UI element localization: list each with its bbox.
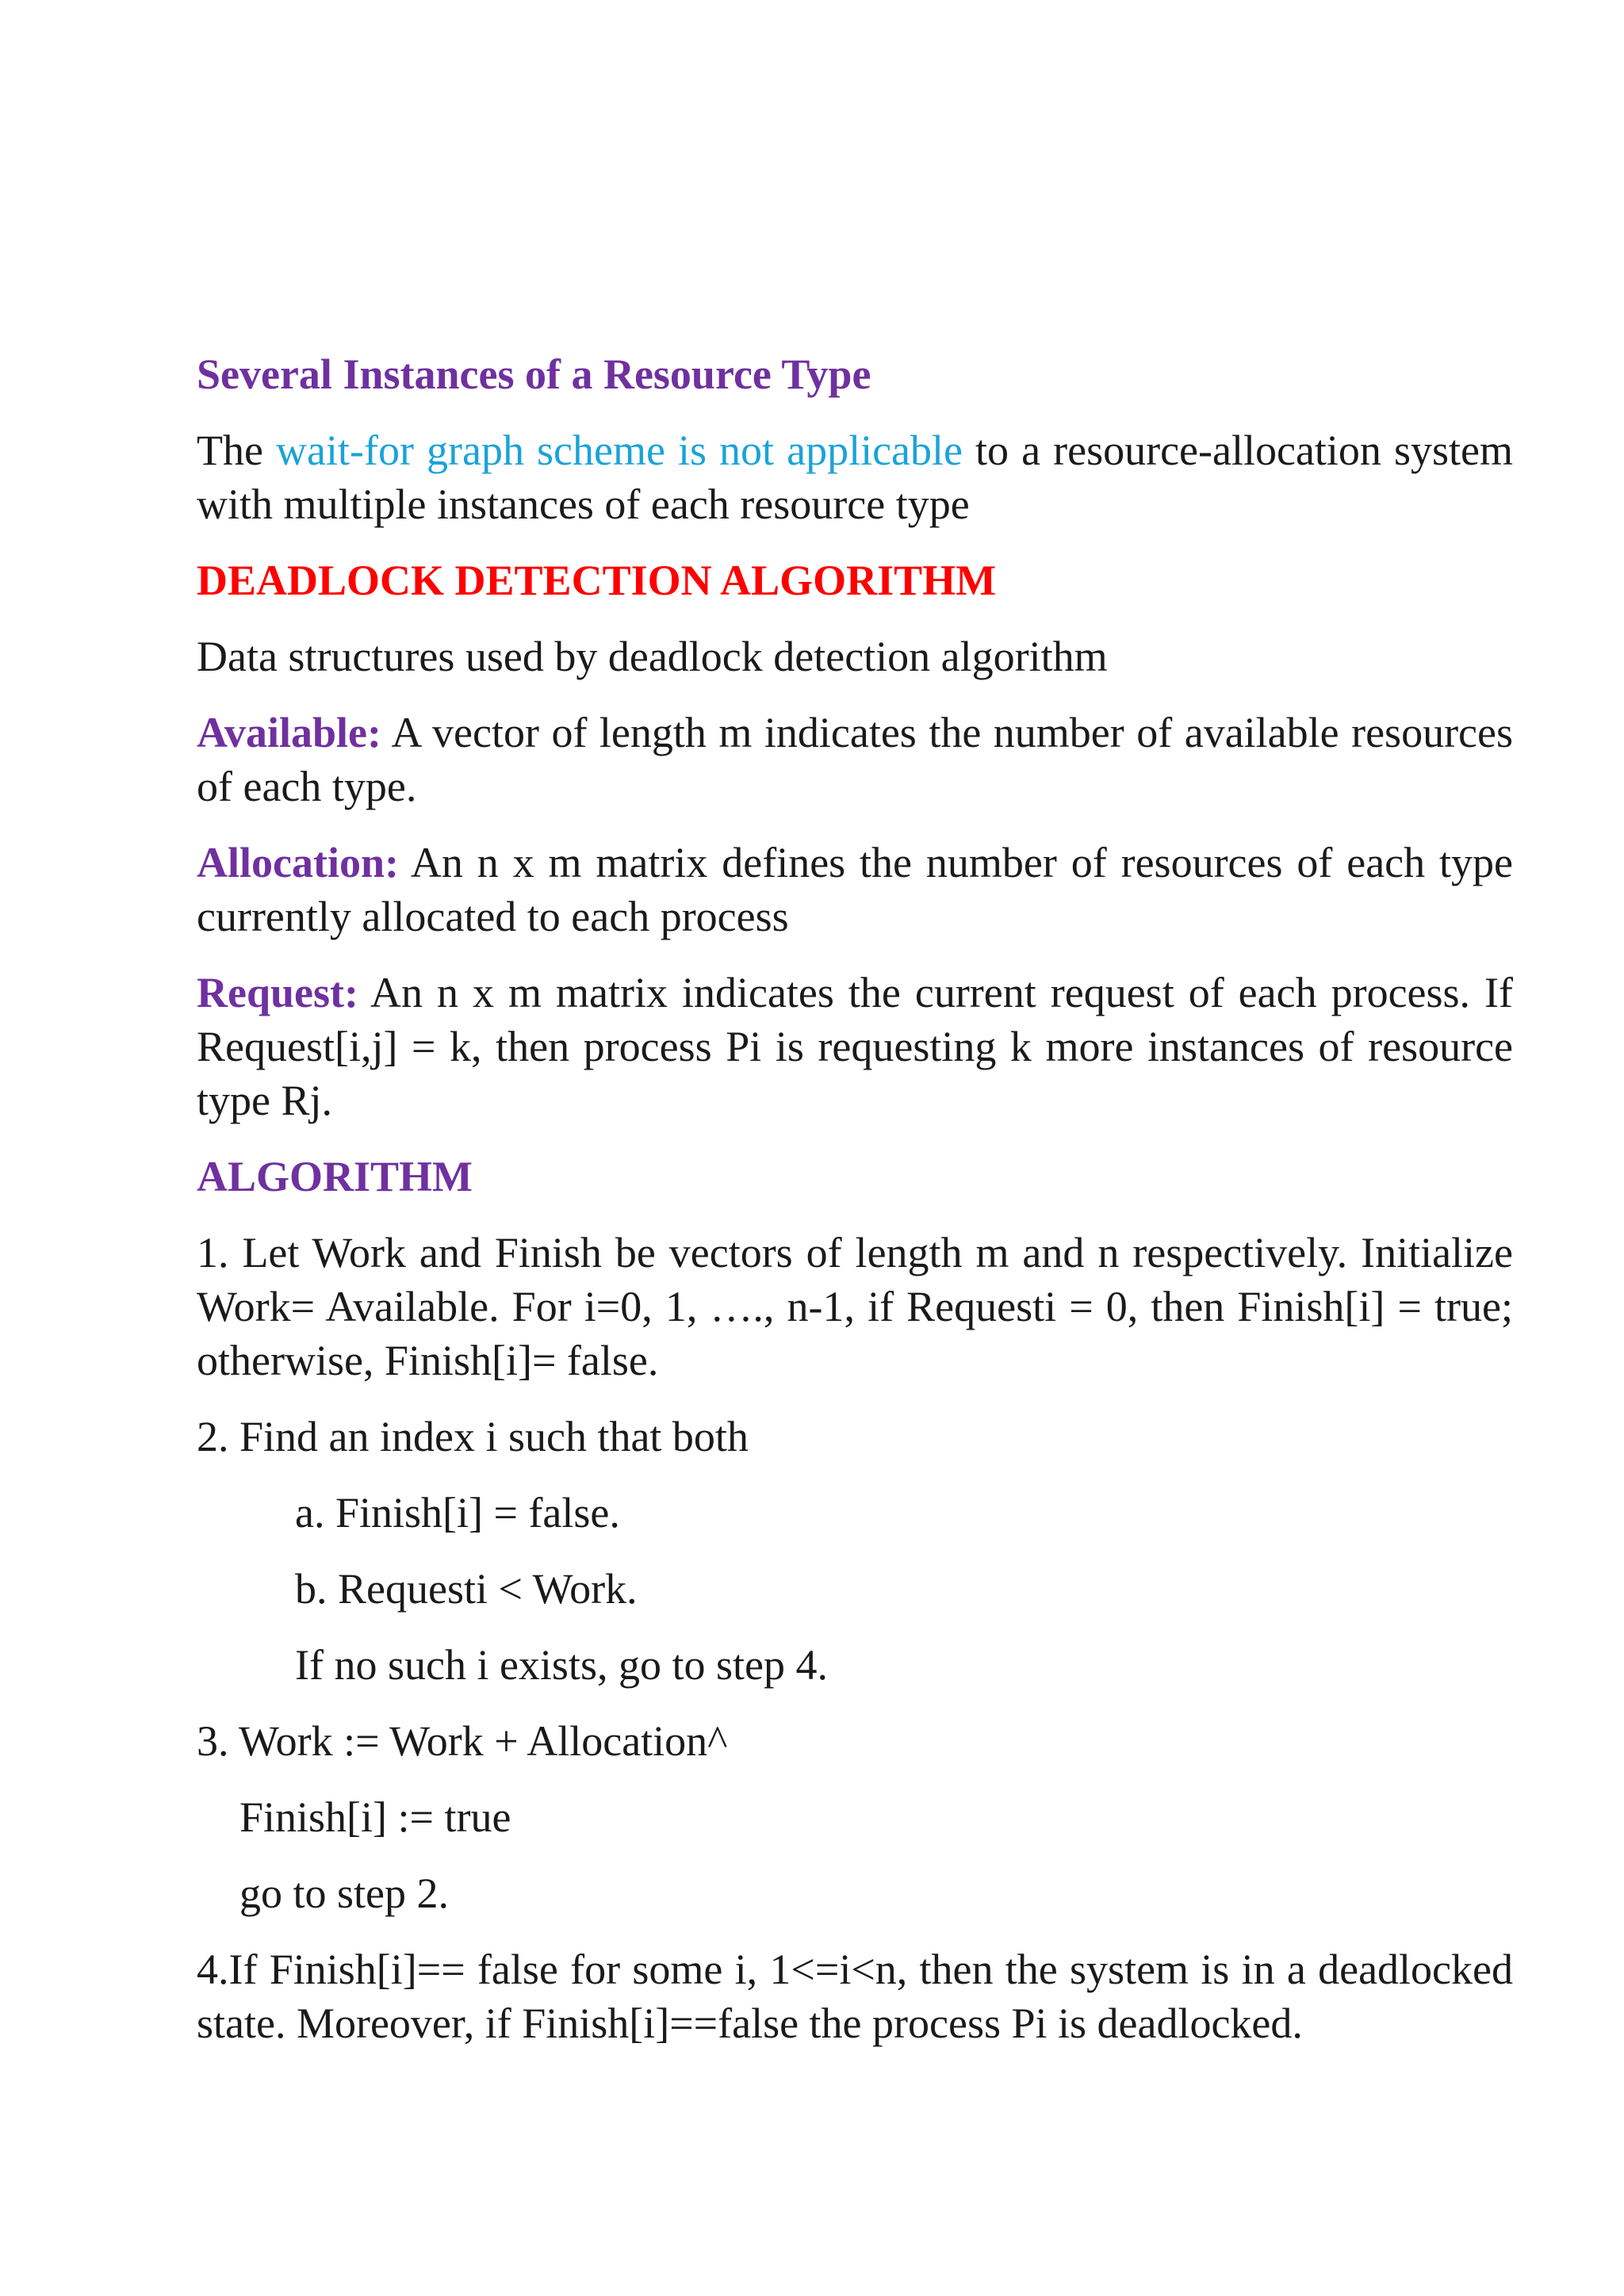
allocation-text: An n x m matrix defines the number of resources of each type currently allocated to each process (197, 839, 1513, 940)
step-3: 3. Work := Work + Allocation^ (197, 1717, 728, 1765)
data-structures-intro: Data structures used by deadlock detection algorithm (197, 633, 1108, 680)
intro-paragraph (197, 423, 1513, 531)
step-3a: Finish[i] := true (239, 1793, 511, 1841)
request-paragraph (197, 966, 1513, 1127)
available-text: A vector of length m indicates the number of available resources of each type. (197, 709, 1513, 810)
step-2a: a. Finish[i] = false. (295, 1489, 620, 1536)
step-3b: go to step 2. (239, 1869, 449, 1917)
intro-highlight: wait-for graph scheme is not applicable (276, 427, 963, 474)
allocation-paragraph (197, 836, 1513, 943)
heading-deadlock-detection: DEADLOCK DETECTION ALGORITHM (197, 557, 997, 604)
step-1: 1. Let Work and Finish be vectors of length m and n respectively. Initialize Work= Available. For i=0, 1, …., n-1, if Requesti = 0, then Finish[i] = true; otherwise, Finish[i]= false. (197, 1229, 1513, 1384)
step-2: 2. Find an index i such that both (197, 1413, 749, 1460)
step-4: 4.If Finish[i]== false for some i, 1<=i<n, then the system is in a deadlocked state. Moreover, if Finish[i]==false the process Pi is deadlocked. (197, 1946, 1513, 2047)
request-text: An n x m matrix indicates the current request of each process. If Request[i,j] = k, then process Pi is requesting k more instances of resource type Rj. (197, 969, 1513, 1124)
allocation-label: Allocation: (197, 839, 399, 886)
intro-pre: The (197, 427, 277, 474)
request-label: Request: (197, 969, 358, 1016)
available-paragraph (197, 706, 1513, 813)
heading-algorithm: ALGORITHM (197, 1153, 473, 1200)
available-label: Available: (197, 709, 381, 756)
step-2c: If no such i exists, go to step 4. (295, 1641, 828, 1689)
intro-post: to a resource-allocation system with multiple instances of each resource type (197, 427, 1513, 528)
step-2b: b. Requesti < Work. (295, 1565, 638, 1613)
heading-several-instances: Several Instances of a Resource Type (197, 350, 871, 398)
